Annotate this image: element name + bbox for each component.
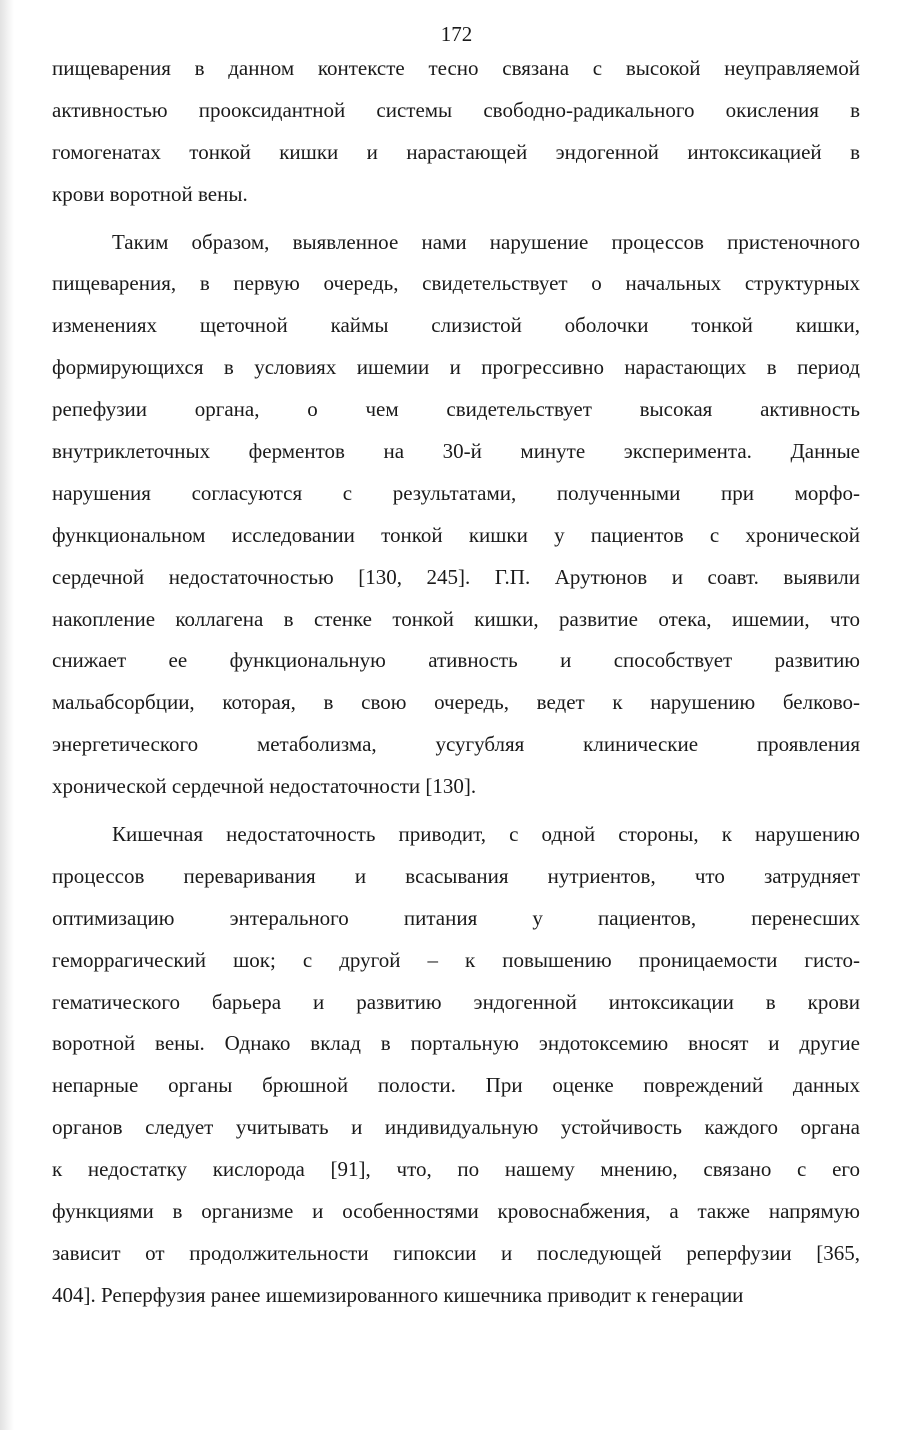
paragraph (52, 48, 860, 216)
text-line: Таким образом, выявленное нами нарушение процессов пристеночного (112, 229, 860, 254)
text-line: 404]. Реперфузия ранее ишемизированного кишечника приводит к генерации (52, 1282, 744, 1307)
text-line: мальабсорбции, которая, в свою очередь, ведет к нарушению белково- (52, 690, 860, 715)
text-line: снижает ее функциональную ативность и способствует развитию (52, 648, 860, 673)
scan-edge-shadow (0, 0, 14, 1430)
text-line: гематического барьера и развитию эндогенной интоксикации в крови (52, 989, 860, 1014)
text-line: органов следует учитывать и индивидуальную устойчивость каждого органа (52, 1115, 860, 1140)
text-line: внутриклеточных ферментов на 30-й минуте эксперимента. Данные (52, 439, 860, 464)
page-number: 172 (440, 22, 473, 46)
text-line: функциональном исследовании тонкой кишки у пациентов с хронической (52, 522, 860, 547)
text-line: сердечной недостаточностью [130, 245]. Г.П. Арутюнов и соавт. выявили (52, 564, 860, 589)
text-line: накопление коллагена в стенке тонкой кишки, развитие отека, ишемии, что (52, 606, 860, 631)
text-line: функциями в организме и особенностями кровоснабжения, а также напрямую (52, 1199, 860, 1224)
text-line: энергетического метаболизма, усугубляя клинические проявления (52, 732, 860, 757)
text-line: воротной вены. Однако вклад в портальную эндотоксемию вносят и другие (52, 1031, 860, 1056)
text-line: зависит от продолжительности гипоксии и последующей реперфузии [365, (52, 1240, 860, 1265)
text-line: непарные органы брюшной полости. При оценке повреждений данных (52, 1073, 860, 1098)
text-line: активностью прооксидантной системы свободно-радикального окисления в (52, 97, 860, 122)
text-line: репефузии органа, о чем свидетельствует высокая активность (52, 397, 860, 422)
text-line: изменениях щеточной каймы слизистой оболочки тонкой кишки, (52, 313, 860, 338)
body-text (52, 48, 860, 1317)
text-line: гомогенатах тонкой кишки и нарастающей эндогенной интоксикацией в (52, 139, 860, 164)
paragraph (52, 222, 860, 808)
text-line: хронической сердечной недостаточности [130]. (52, 774, 477, 799)
paragraph (52, 814, 860, 1317)
text-line: формирующихся в условиях ишемии и прогрессивно нарастающих в период (52, 355, 860, 380)
text-line: к недостатку кислорода [91], что, по нашему мнению, связано с его (52, 1157, 860, 1182)
text-line: Кишечная недостаточность приводит, с одной стороны, к нарушению (112, 822, 860, 847)
text-line: крови воротной вены. (52, 181, 248, 206)
text-line: процессов переваривания и всасывания нутриентов, что затрудняет (52, 863, 860, 888)
text-line: нарушения согласуются с результатами, полученными при морфо- (52, 480, 860, 505)
text-line: пищеварения в данном контексте тесно связана с высокой неуправляемой (52, 56, 860, 80)
text-line: оптимизацию энтерального питания у пациентов, перенесших (52, 905, 860, 930)
text-line: геморрагический шок; с другой – к повышению проницаемости гисто- (52, 947, 860, 972)
text-line: пищеварения, в первую очередь, свидетельствует о начальных структурных (52, 271, 860, 296)
